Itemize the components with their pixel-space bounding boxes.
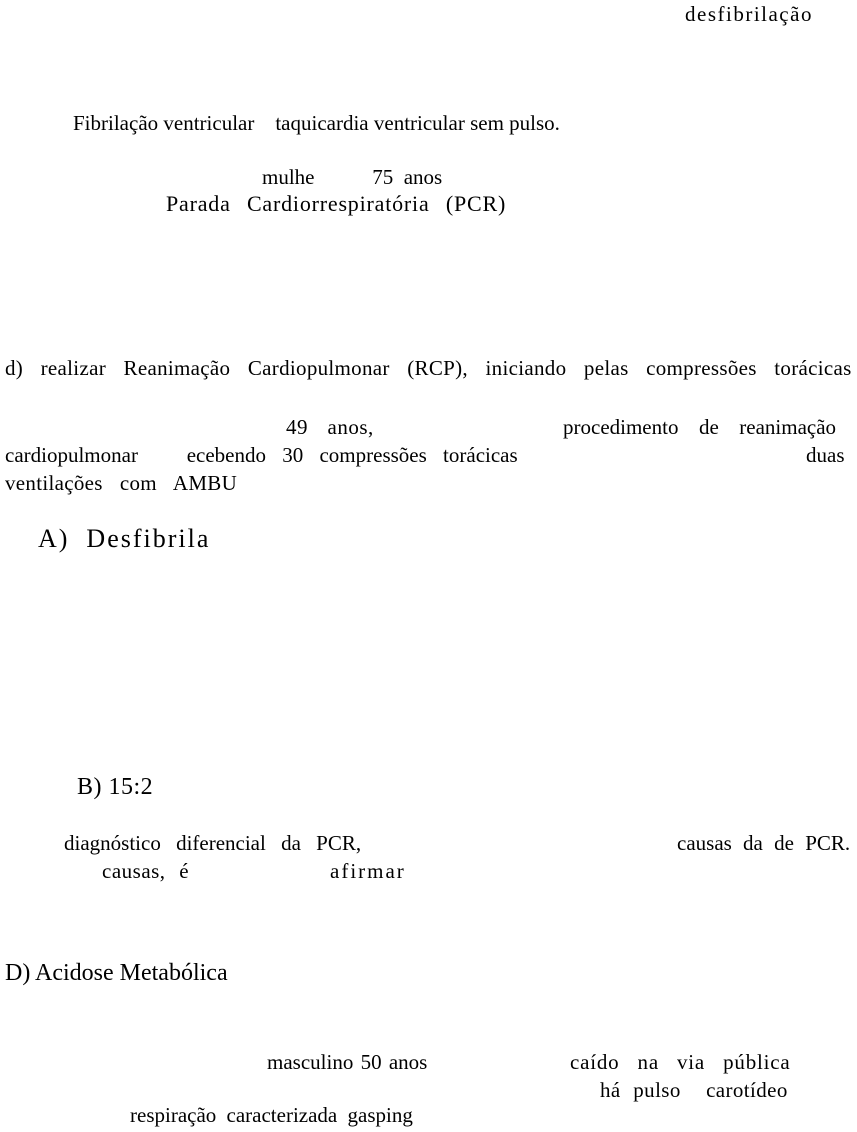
text-fragment-afirmar: afirmar	[330, 859, 406, 883]
text-fragment-cardiopulmonar-compressoes: cardiopulmonar ecebendo 30 compressões torácicas	[5, 443, 518, 467]
text-fragment-parada-cardiorrespiratoria: Parada Cardiorrespiratória (PCR)	[166, 191, 507, 216]
text-fragment-masculino-50-anos: masculino 50 anos	[267, 1050, 428, 1074]
text-fragment-ha-pulso-carotideo: há pulso carotídeo	[600, 1078, 788, 1102]
text-fragment-ventilacoes-ambu: ventilações com AMBU	[5, 471, 238, 495]
text-fragment-causas-e: causas, é	[102, 859, 190, 883]
text-fragment-alternativa-d-acidose: D) Acidose Metabólica	[5, 960, 228, 986]
text-fragment-alternativa-b-15-2: B) 15:2	[77, 774, 154, 800]
text-fragment-diagnostico-diferencial-pcr: diagnóstico diferencial da PCR,	[64, 831, 362, 855]
text-fragment-mulher-75-anos: mulhe 75 anos	[262, 165, 443, 189]
text-fragment-alternativa-a-desfibrila: A) Desfibrila	[38, 524, 211, 553]
text-fragment-respiracao-gasping: respiração caracterizada gasping	[130, 1103, 413, 1127]
text-fragment-fibrilacao-taquicardia: Fibrilação ventricular taquicardia ventricular sem pulso.	[73, 111, 560, 135]
text-fragment-caido-via-publica: caído na via pública	[570, 1050, 791, 1074]
text-fragment-caso-49-anos: 49 anos,	[286, 415, 374, 439]
text-fragment-alternativa-d-rcp: d) realizar Reanimação Cardiopulmonar (RCP), iniciando pelas compressões torácicas	[5, 356, 852, 380]
text-fragment-desfibrilacao-header: desfibrilação	[685, 2, 813, 26]
text-fragment-causas-da-de-pcr: causas da de PCR.	[677, 831, 851, 855]
text-fragment-procedimento-reanimacao: procedimento de reanimação	[563, 415, 837, 439]
text-fragment-duas: duas	[806, 443, 845, 467]
